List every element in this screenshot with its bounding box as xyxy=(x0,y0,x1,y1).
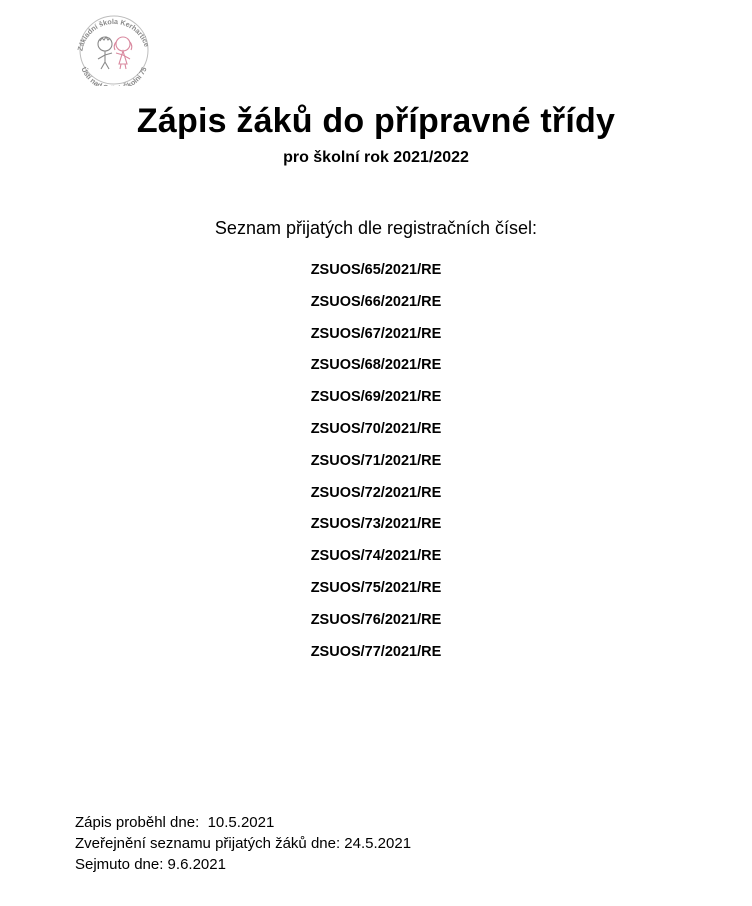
page-title: Zápis žáků do přípravné třídy xyxy=(136,102,616,140)
registration-number: ZSUOS/65/2021/RE xyxy=(310,262,442,278)
registration-number: ZSUOS/66/2021/RE xyxy=(310,293,442,310)
publication-date-line: Zveřejnění seznamu přijatých žáků dne: 24.5.2021 xyxy=(75,835,412,852)
girl-figure-icon xyxy=(114,37,132,69)
removal-date-line: Sejmuto dne: 9.6.2021 xyxy=(75,856,226,873)
registration-number-list xyxy=(0,260,752,673)
registration-number: ZSUOS/69/2021/RE xyxy=(310,389,442,406)
registration-number: ZSUOS/71/2021/RE xyxy=(310,452,442,469)
registration-number: ZSUOS/72/2021/RE xyxy=(310,484,442,501)
svg-text:Základní škola Kerhartice xyxy=(75,17,151,52)
registration-number: ZSUOS/74/2021/RE xyxy=(310,548,442,565)
school-logo xyxy=(73,12,155,86)
registration-number: ZSUOS/77/2021/RE xyxy=(310,643,442,660)
registration-number: ZSUOS/70/2021/RE xyxy=(310,420,442,437)
registration-number: ZSUOS/75/2021/RE xyxy=(310,579,442,596)
logo-text-top: Základní škola Kerhartice xyxy=(75,16,152,52)
svg-text:Ústí nad Orlicí, Školní 75 xyxy=(79,65,148,86)
registration-number: ZSUOS/68/2021/RE xyxy=(310,357,442,374)
page-subtitle: pro školní rok 2021/2022 xyxy=(283,149,469,166)
registration-number: ZSUOS/76/2021/RE xyxy=(310,611,442,628)
enrollment-date-line: Zápis proběhl dne: 10.5.2021 xyxy=(75,814,275,831)
boy-figure-icon xyxy=(98,37,112,69)
registration-number: ZSUOS/73/2021/RE xyxy=(310,516,442,533)
footer-notes xyxy=(75,812,411,875)
logo-text-bottom: Ústí nad kolní 75 xyxy=(79,65,149,86)
list-heading: Seznam přijatých dle registračních čísel: xyxy=(214,218,538,238)
registration-number: ZSUOS/67/2021/RE xyxy=(310,325,442,342)
